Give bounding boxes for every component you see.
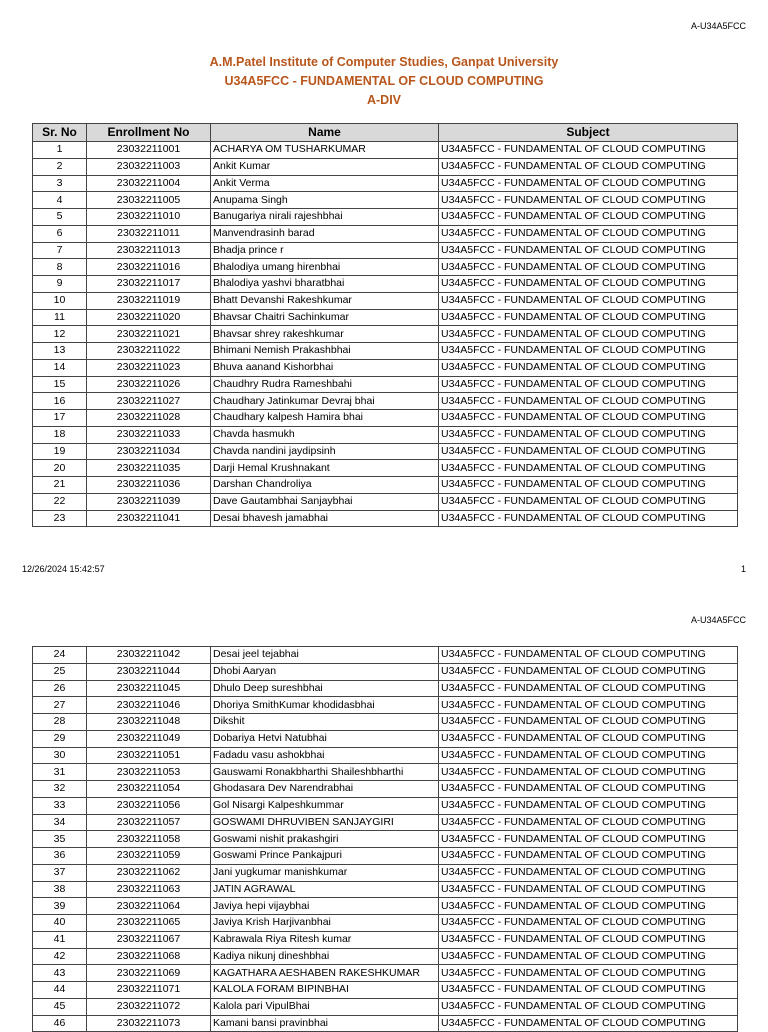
table-row — [33, 647, 738, 664]
cell-sr-no: 28 — [33, 714, 87, 731]
cell-name: Goswami Prince Pankajpuri — [211, 848, 439, 865]
table-row — [33, 460, 738, 477]
table-row — [33, 697, 738, 714]
division-title: A-DIV — [366, 93, 402, 107]
cell-subject: U34A5FCC - FUNDAMENTAL OF CLOUD COMPUTING — [439, 730, 738, 747]
cell-enrollment-no: 23032211068 — [87, 948, 211, 965]
table-row — [33, 259, 738, 276]
cell-sr-no: 22 — [33, 493, 87, 510]
cell-sr-no: 42 — [33, 948, 87, 965]
cell-subject: U34A5FCC - FUNDAMENTAL OF CLOUD COMPUTING — [439, 225, 738, 242]
cell-sr-no: 31 — [33, 764, 87, 781]
table-row — [33, 393, 738, 410]
cell-sr-no: 33 — [33, 797, 87, 814]
cell-name: Kamani bansi pravinbhai — [211, 1015, 439, 1032]
cell-name: Javiya hepi vijaybhai — [211, 898, 439, 915]
table-row — [33, 510, 738, 527]
cell-subject: U34A5FCC - FUNDAMENTAL OF CLOUD COMPUTING — [439, 864, 738, 881]
table-row — [33, 292, 738, 309]
table-row — [33, 680, 738, 697]
cell-name: Bhavsar shrey rakeshkumar — [211, 326, 439, 343]
cell-sr-no: 16 — [33, 393, 87, 410]
page-code: A-U34A5FCC — [690, 21, 746, 31]
cell-sr-no: 8 — [33, 259, 87, 276]
cell-name: JATIN AGRAWAL — [211, 881, 439, 898]
cell-enrollment-no: 23032211053 — [87, 764, 211, 781]
table-row — [33, 158, 738, 175]
cell-subject: U34A5FCC - FUNDAMENTAL OF CLOUD COMPUTING — [439, 510, 738, 527]
cell-enrollment-no: 23032211003 — [87, 158, 211, 175]
cell-sr-no: 35 — [33, 831, 87, 848]
cell-name: Kalola pari VipulBhai — [211, 998, 439, 1015]
cell-subject: U34A5FCC - FUNDAMENTAL OF CLOUD COMPUTING — [439, 680, 738, 697]
table-header-row — [33, 124, 738, 142]
cell-subject: U34A5FCC - FUNDAMENTAL OF CLOUD COMPUTING — [439, 359, 738, 376]
cell-enrollment-no: 23032211051 — [87, 747, 211, 764]
cell-enrollment-no: 23032211042 — [87, 647, 211, 664]
cell-sr-no: 43 — [33, 965, 87, 982]
cell-name: ACHARYA OM TUSHARKUMAR — [211, 142, 439, 159]
header-enrollment-no: Enrollment No — [87, 124, 211, 142]
table-row — [33, 343, 738, 360]
cell-sr-no: 10 — [33, 292, 87, 309]
cell-enrollment-no: 23032211064 — [87, 898, 211, 915]
student-table-page-1 — [32, 123, 738, 527]
cell-enrollment-no: 23032211004 — [87, 175, 211, 192]
cell-name: Dhulo Deep sureshbhai — [211, 680, 439, 697]
cell-name: Bhimani Nemish Prakashbhai — [211, 343, 439, 360]
cell-sr-no: 17 — [33, 410, 87, 427]
cell-subject: U34A5FCC - FUNDAMENTAL OF CLOUD COMPUTING — [439, 426, 738, 443]
cell-name: Bhavsar Chaitri Sachinkumar — [211, 309, 439, 326]
cell-name: Desai bhavesh jamabhai — [211, 510, 439, 527]
cell-subject: U34A5FCC - FUNDAMENTAL OF CLOUD COMPUTING — [439, 881, 738, 898]
table-row — [33, 326, 738, 343]
cell-name: Dave Gautambhai Sanjaybhai — [211, 493, 439, 510]
cell-subject: U34A5FCC - FUNDAMENTAL OF CLOUD COMPUTING — [439, 764, 738, 781]
cell-enrollment-no: 23032211054 — [87, 781, 211, 798]
header-sr-no: Sr. No — [33, 124, 87, 142]
cell-subject: U34A5FCC - FUNDAMENTAL OF CLOUD COMPUTING — [439, 192, 738, 209]
cell-sr-no: 39 — [33, 898, 87, 915]
cell-name: Dobariya Hetvi Natubhai — [211, 730, 439, 747]
cell-sr-no: 38 — [33, 881, 87, 898]
cell-sr-no: 24 — [33, 647, 87, 664]
cell-sr-no: 23 — [33, 510, 87, 527]
cell-name: Bhalodiya yashvi bharatbhai — [211, 276, 439, 293]
cell-name: Darshan Chandroliya — [211, 477, 439, 494]
cell-subject: U34A5FCC - FUNDAMENTAL OF CLOUD COMPUTING — [439, 376, 738, 393]
cell-name: KALOLA FORAM BIPINBHAI — [211, 982, 439, 999]
cell-subject: U34A5FCC - FUNDAMENTAL OF CLOUD COMPUTING — [439, 714, 738, 731]
cell-sr-no: 14 — [33, 359, 87, 376]
cell-subject: U34A5FCC - FUNDAMENTAL OF CLOUD COMPUTING — [439, 965, 738, 982]
table-row — [33, 225, 738, 242]
table-row — [33, 309, 738, 326]
cell-name: Banugariya nirali rajeshbhai — [211, 209, 439, 226]
cell-name: Anupama Singh — [211, 192, 439, 209]
cell-sr-no: 9 — [33, 276, 87, 293]
cell-subject: U34A5FCC - FUNDAMENTAL OF CLOUD COMPUTING — [439, 477, 738, 494]
table-row — [33, 663, 738, 680]
cell-sr-no: 20 — [33, 460, 87, 477]
cell-subject: U34A5FCC - FUNDAMENTAL OF CLOUD COMPUTING — [439, 326, 738, 343]
cell-name: Kabrawala Riya Ritesh kumar — [211, 931, 439, 948]
cell-enrollment-no: 23032211013 — [87, 242, 211, 259]
student-table-page-2 — [32, 646, 738, 1032]
cell-enrollment-no: 23032211021 — [87, 326, 211, 343]
cell-subject: U34A5FCC - FUNDAMENTAL OF CLOUD COMPUTING — [439, 647, 738, 664]
cell-name: Darji Hemal Krushnakant — [211, 460, 439, 477]
cell-subject: U34A5FCC - FUNDAMENTAL OF CLOUD COMPUTING — [439, 410, 738, 427]
cell-enrollment-no: 23032211046 — [87, 697, 211, 714]
cell-subject: U34A5FCC - FUNDAMENTAL OF CLOUD COMPUTING — [439, 1015, 738, 1032]
cell-enrollment-no: 23032211059 — [87, 848, 211, 865]
cell-name: Ghodasara Dev Narendrabhai — [211, 781, 439, 798]
table-row — [33, 242, 738, 259]
cell-subject: U34A5FCC - FUNDAMENTAL OF CLOUD COMPUTING — [439, 848, 738, 865]
institute-title: A.M.Patel Institute of Computer Studies, Ganpat University — [209, 55, 559, 69]
cell-sr-no: 12 — [33, 326, 87, 343]
cell-subject: U34A5FCC - FUNDAMENTAL OF CLOUD COMPUTING — [439, 982, 738, 999]
cell-name: Desai jeel tejabhai — [211, 647, 439, 664]
cell-subject: U34A5FCC - FUNDAMENTAL OF CLOUD COMPUTING — [439, 898, 738, 915]
cell-subject: U34A5FCC - FUNDAMENTAL OF CLOUD COMPUTING — [439, 460, 738, 477]
cell-subject: U34A5FCC - FUNDAMENTAL OF CLOUD COMPUTING — [439, 493, 738, 510]
table-row — [33, 426, 738, 443]
cell-enrollment-no: 23032211045 — [87, 680, 211, 697]
cell-subject: U34A5FCC - FUNDAMENTAL OF CLOUD COMPUTING — [439, 343, 738, 360]
cell-name: Bhuva aanand Kishorbhai — [211, 359, 439, 376]
cell-subject: U34A5FCC - FUNDAMENTAL OF CLOUD COMPUTING — [439, 797, 738, 814]
cell-sr-no: 6 — [33, 225, 87, 242]
table-row — [33, 848, 738, 865]
cell-sr-no: 19 — [33, 443, 87, 460]
cell-subject: U34A5FCC - FUNDAMENTAL OF CLOUD COMPUTING — [439, 697, 738, 714]
table-row — [33, 881, 738, 898]
table-row — [33, 814, 738, 831]
cell-subject: U34A5FCC - FUNDAMENTAL OF CLOUD COMPUTING — [439, 309, 738, 326]
cell-subject: U34A5FCC - FUNDAMENTAL OF CLOUD COMPUTING — [439, 175, 738, 192]
cell-enrollment-no: 23032211057 — [87, 814, 211, 831]
table-row — [33, 982, 738, 999]
cell-sr-no: 41 — [33, 931, 87, 948]
cell-name: Gol Nisargi Kalpeshkummar — [211, 797, 439, 814]
cell-name: Ankit Kumar — [211, 158, 439, 175]
table-row — [33, 764, 738, 781]
table-row — [33, 443, 738, 460]
cell-enrollment-no: 23032211062 — [87, 864, 211, 881]
cell-enrollment-no: 23032211033 — [87, 426, 211, 443]
cell-sr-no: 2 — [33, 158, 87, 175]
footer-datetime: 12/26/2024 15:42:57 — [22, 564, 105, 574]
cell-sr-no: 32 — [33, 781, 87, 798]
cell-subject: U34A5FCC - FUNDAMENTAL OF CLOUD COMPUTING — [439, 948, 738, 965]
cell-enrollment-no: 23032211010 — [87, 209, 211, 226]
cell-subject: U34A5FCC - FUNDAMENTAL OF CLOUD COMPUTING — [439, 831, 738, 848]
table-row — [33, 276, 738, 293]
cell-enrollment-no: 23032211034 — [87, 443, 211, 460]
cell-enrollment-no: 23032211027 — [87, 393, 211, 410]
cell-subject: U34A5FCC - FUNDAMENTAL OF CLOUD COMPUTING — [439, 393, 738, 410]
cell-subject: U34A5FCC - FUNDAMENTAL OF CLOUD COMPUTING — [439, 142, 738, 159]
cell-enrollment-no: 23032211058 — [87, 831, 211, 848]
cell-subject: U34A5FCC - FUNDAMENTAL OF CLOUD COMPUTING — [439, 443, 738, 460]
cell-enrollment-no: 23032211036 — [87, 477, 211, 494]
cell-name: KAGATHARA AESHABEN RAKESHKUMAR — [211, 965, 439, 982]
cell-name: Goswami nishit prakashgiri — [211, 831, 439, 848]
table-row — [33, 965, 738, 982]
cell-enrollment-no: 23032211016 — [87, 259, 211, 276]
table-row — [33, 477, 738, 494]
cell-enrollment-no: 23032211020 — [87, 309, 211, 326]
cell-sr-no: 40 — [33, 915, 87, 932]
cell-name: Chavda hasmukh — [211, 426, 439, 443]
course-title: U34A5FCC - FUNDAMENTAL OF CLOUD COMPUTING — [224, 74, 544, 88]
cell-enrollment-no: 23032211069 — [87, 965, 211, 982]
cell-enrollment-no: 23032211071 — [87, 982, 211, 999]
cell-enrollment-no: 23032211001 — [87, 142, 211, 159]
table-row — [33, 898, 738, 915]
table-row — [33, 1015, 738, 1032]
cell-sr-no: 46 — [33, 1015, 87, 1032]
cell-enrollment-no: 23032211011 — [87, 225, 211, 242]
table-row — [33, 864, 738, 881]
cell-sr-no: 26 — [33, 680, 87, 697]
cell-enrollment-no: 23032211017 — [87, 276, 211, 293]
cell-enrollment-no: 23032211072 — [87, 998, 211, 1015]
cell-name: Fadadu vasu ashokbhai — [211, 747, 439, 764]
cell-subject: U34A5FCC - FUNDAMENTAL OF CLOUD COMPUTING — [439, 781, 738, 798]
cell-subject: U34A5FCC - FUNDAMENTAL OF CLOUD COMPUTING — [439, 209, 738, 226]
cell-subject: U34A5FCC - FUNDAMENTAL OF CLOUD COMPUTING — [439, 747, 738, 764]
cell-name: Bhalodiya umang hirenbhai — [211, 259, 439, 276]
cell-subject: U34A5FCC - FUNDAMENTAL OF CLOUD COMPUTING — [439, 292, 738, 309]
table-row — [33, 797, 738, 814]
cell-sr-no: 1 — [33, 142, 87, 159]
cell-enrollment-no: 23032211041 — [87, 510, 211, 527]
cell-sr-no: 4 — [33, 192, 87, 209]
cell-name: Bhadja prince r — [211, 242, 439, 259]
footer-page-number: 1 — [740, 564, 746, 574]
cell-enrollment-no: 23032211022 — [87, 343, 211, 360]
cell-subject: U34A5FCC - FUNDAMENTAL OF CLOUD COMPUTING — [439, 931, 738, 948]
cell-name: Chaudhry Rudra Rameshbahi — [211, 376, 439, 393]
cell-sr-no: 21 — [33, 477, 87, 494]
table-row — [33, 175, 738, 192]
cell-sr-no: 13 — [33, 343, 87, 360]
table-row — [33, 948, 738, 965]
cell-subject: U34A5FCC - FUNDAMENTAL OF CLOUD COMPUTING — [439, 259, 738, 276]
cell-name: Dhobi Aaryan — [211, 663, 439, 680]
cell-enrollment-no: 23032211044 — [87, 663, 211, 680]
cell-name: Dikshit — [211, 714, 439, 731]
table-row — [33, 915, 738, 932]
table-row — [33, 493, 738, 510]
table-row — [33, 410, 738, 427]
table-row — [33, 730, 738, 747]
cell-sr-no: 11 — [33, 309, 87, 326]
table-row — [33, 714, 738, 731]
cell-sr-no: 30 — [33, 747, 87, 764]
cell-subject: U34A5FCC - FUNDAMENTAL OF CLOUD COMPUTING — [439, 998, 738, 1015]
cell-sr-no: 18 — [33, 426, 87, 443]
cell-name: Manvendrasinh barad — [211, 225, 439, 242]
cell-enrollment-no: 23032211028 — [87, 410, 211, 427]
cell-name: Kadiya nikunj dineshbhai — [211, 948, 439, 965]
cell-sr-no: 37 — [33, 864, 87, 881]
cell-sr-no: 25 — [33, 663, 87, 680]
cell-sr-no: 36 — [33, 848, 87, 865]
cell-sr-no: 15 — [33, 376, 87, 393]
cell-sr-no: 29 — [33, 730, 87, 747]
cell-name: Gauswami Ronakbharthi Shaileshbharthi — [211, 764, 439, 781]
cell-enrollment-no: 23032211056 — [87, 797, 211, 814]
cell-sr-no: 45 — [33, 998, 87, 1015]
cell-name: Dhoriya SmithKumar khodidasbhai — [211, 697, 439, 714]
table-row — [33, 747, 738, 764]
cell-enrollment-no: 23032211063 — [87, 881, 211, 898]
cell-subject: U34A5FCC - FUNDAMENTAL OF CLOUD COMPUTING — [439, 915, 738, 932]
header-name: Name — [211, 124, 439, 142]
cell-enrollment-no: 23032211065 — [87, 915, 211, 932]
cell-name: GOSWAMI DHRUVIBEN SANJAYGIRI — [211, 814, 439, 831]
cell-enrollment-no: 23032211019 — [87, 292, 211, 309]
table-row — [33, 359, 738, 376]
cell-enrollment-no: 23032211073 — [87, 1015, 211, 1032]
cell-name: Chaudhary Jatinkumar Devraj bhai — [211, 393, 439, 410]
cell-name: Chaudhary kalpesh Hamira bhai — [211, 410, 439, 427]
table-row — [33, 209, 738, 226]
cell-sr-no: 7 — [33, 242, 87, 259]
cell-enrollment-no: 23032211067 — [87, 931, 211, 948]
cell-subject: U34A5FCC - FUNDAMENTAL OF CLOUD COMPUTING — [439, 242, 738, 259]
cell-name: Chavda nandini jaydipsinh — [211, 443, 439, 460]
cell-sr-no: 34 — [33, 814, 87, 831]
cell-name: Javiya Krish Harjivanbhai — [211, 915, 439, 932]
table-row — [33, 831, 738, 848]
cell-enrollment-no: 23032211026 — [87, 376, 211, 393]
cell-subject: U34A5FCC - FUNDAMENTAL OF CLOUD COMPUTING — [439, 663, 738, 680]
cell-enrollment-no: 23032211023 — [87, 359, 211, 376]
table-row — [33, 931, 738, 948]
cell-subject: U34A5FCC - FUNDAMENTAL OF CLOUD COMPUTING — [439, 158, 738, 175]
cell-enrollment-no: 23032211039 — [87, 493, 211, 510]
cell-sr-no: 27 — [33, 697, 87, 714]
table-row — [33, 142, 738, 159]
cell-enrollment-no: 23032211035 — [87, 460, 211, 477]
cell-sr-no: 3 — [33, 175, 87, 192]
cell-name: Jani yugkumar manishkumar — [211, 864, 439, 881]
cell-sr-no: 44 — [33, 982, 87, 999]
cell-sr-no: 5 — [33, 209, 87, 226]
cell-enrollment-no: 23032211048 — [87, 714, 211, 731]
cell-name: Ankit Verma — [211, 175, 439, 192]
cell-subject: U34A5FCC - FUNDAMENTAL OF CLOUD COMPUTING — [439, 276, 738, 293]
cell-name: Bhatt Devanshi Rakeshkumar — [211, 292, 439, 309]
table-row — [33, 998, 738, 1015]
cell-subject: U34A5FCC - FUNDAMENTAL OF CLOUD COMPUTING — [439, 814, 738, 831]
table-row — [33, 781, 738, 798]
cell-enrollment-no: 23032211049 — [87, 730, 211, 747]
table-row — [33, 192, 738, 209]
table-row — [33, 376, 738, 393]
page-code: A-U34A5FCC — [690, 615, 746, 625]
header-subject: Subject — [439, 124, 738, 142]
cell-enrollment-no: 23032211005 — [87, 192, 211, 209]
